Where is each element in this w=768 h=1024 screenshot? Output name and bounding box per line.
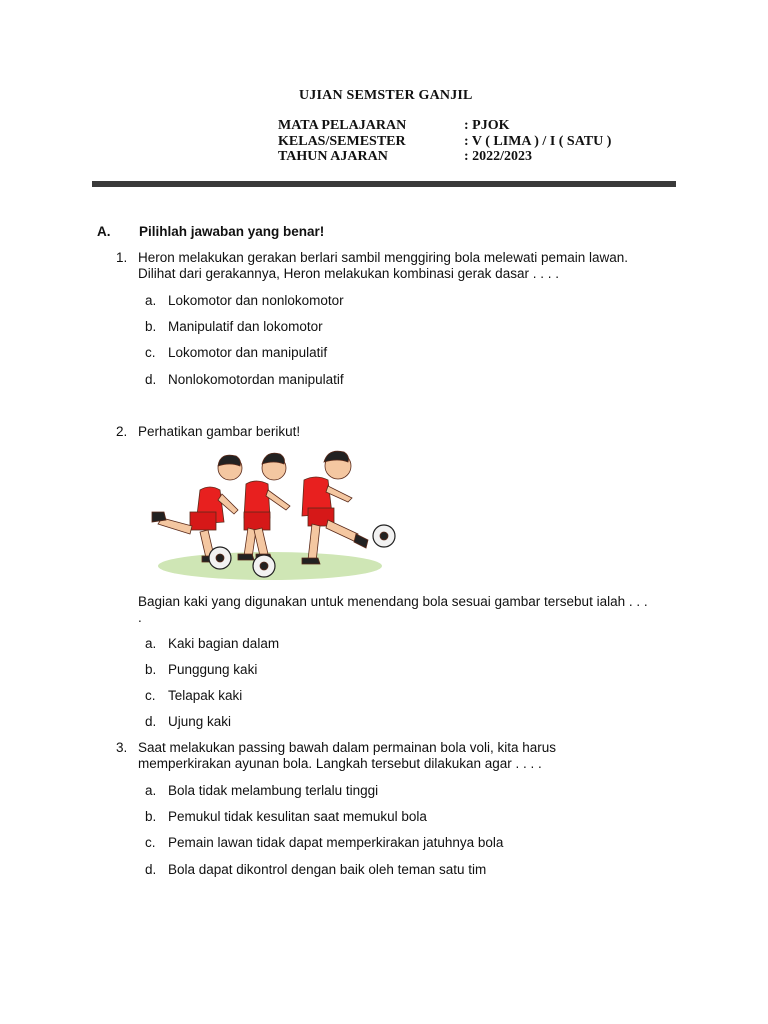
option-letter: c. xyxy=(145,345,156,360)
option-text: Telapak kaki xyxy=(168,688,243,703)
option-letter: d. xyxy=(145,862,157,877)
option-letter: c. xyxy=(145,835,156,850)
option-text: Bola dapat dikontrol dengan baik oleh teman satu tim xyxy=(168,862,487,877)
field-label: KELAS/SEMESTER xyxy=(278,134,406,149)
option-letter: b. xyxy=(145,662,157,677)
option-text: Ujung kaki xyxy=(168,714,232,729)
option-letter: a. xyxy=(145,636,157,651)
option-letter: a. xyxy=(145,783,157,798)
field-label: TAHUN AJARAN xyxy=(278,149,388,164)
exam-title: UJIAN SEMSTER GANJIL xyxy=(299,88,473,103)
option-text: Lokomotor dan nonlokomotor xyxy=(168,293,344,308)
option-text: Pemain lawan tidak dapat memperkirakan jatuhnya bola xyxy=(168,835,504,850)
field-value: : 2022/2023 xyxy=(464,149,533,164)
option-text: Bola tidak melambung terlalu tinggi xyxy=(168,783,379,798)
question-text-line: Heron melakukan gerakan berlari sambil menggiring bola melewati pemain lawan. xyxy=(138,250,629,265)
header-field-school-year xyxy=(278,149,533,165)
question-text-line: Dilihat dari gerakannya, Heron melakukan kombinasi gerak dasar . . . . xyxy=(138,266,559,281)
question-text-line: Perhatikan gambar berikut! xyxy=(138,424,301,439)
question-text-line: memperkirakan ayunan bola. Langkah tersebut dilakukan agar . . . . xyxy=(138,756,542,771)
option-text: Lokomotor dan manipulatif xyxy=(168,345,328,360)
option-text: Manipulatif dan lokomotor xyxy=(168,319,323,334)
option-letter: a. xyxy=(145,293,157,308)
header-divider xyxy=(92,181,676,187)
section-letter: A. xyxy=(97,224,111,239)
header-field-class-semester xyxy=(278,134,612,150)
field-value: : V ( LIMA ) / I ( SATU ) xyxy=(464,134,612,149)
field-label: MATA PELAJARAN xyxy=(278,118,407,133)
soccer-players-dribbling-icon xyxy=(142,450,400,586)
option-letter: b. xyxy=(145,319,157,334)
question-number: 1. xyxy=(116,250,128,265)
soccer-players-illustration xyxy=(142,450,400,586)
field-value: : PJOK xyxy=(464,118,510,133)
section-title: Pilihlah jawaban yang benar! xyxy=(139,224,325,239)
option-letter: b. xyxy=(145,809,157,824)
option-text: Nonlokomotordan manipulatif xyxy=(168,372,344,387)
player-1 xyxy=(152,455,242,569)
question-text-line: . xyxy=(138,610,142,625)
question-text-line: Saat melakukan passing bawah dalam permainan bola voli, kita harus xyxy=(138,740,556,755)
question-text-line: Bagian kaki yang digunakan untuk menendang bola sesuai gambar tersebut ialah . . . xyxy=(138,594,648,609)
header-field-subject xyxy=(278,118,510,134)
option-letter: d. xyxy=(145,714,157,729)
option-text: Punggung kaki xyxy=(168,662,258,677)
question-number: 3. xyxy=(116,740,128,755)
question-number: 2. xyxy=(116,424,128,439)
player-3 xyxy=(302,451,395,564)
option-letter: d. xyxy=(145,372,157,387)
option-text: Kaki bagian dalam xyxy=(168,636,280,651)
option-letter: c. xyxy=(145,688,156,703)
option-text: Pemukul tidak kesulitan saat memukul bola xyxy=(168,809,427,824)
